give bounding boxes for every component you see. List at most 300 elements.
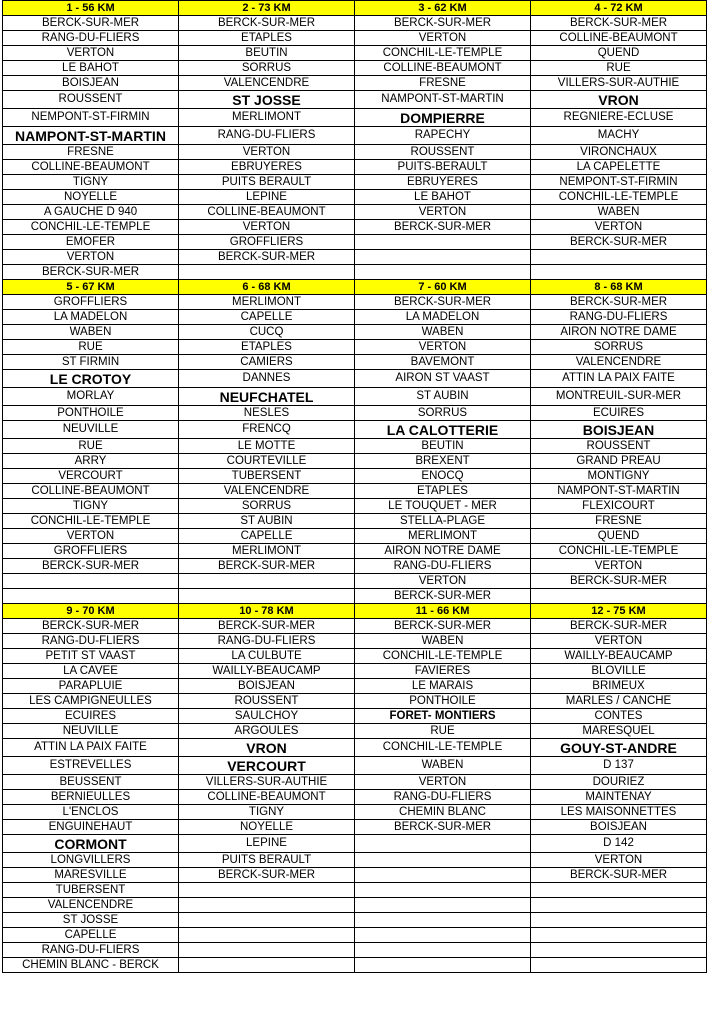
table-row: [3, 868, 707, 883]
waypoint-cell: GROFFLIERS: [3, 544, 179, 559]
waypoint-cell: ROUSSENT: [355, 145, 531, 160]
waypoint-cell: VERTON: [179, 145, 355, 160]
waypoint-cell: WABEN: [355, 634, 531, 649]
waypoint-cell: PONTHOILE: [355, 694, 531, 709]
table-row: [3, 589, 707, 604]
table-row: [3, 250, 707, 265]
waypoint-cell: BERCK-SUR-MER: [355, 295, 531, 310]
table-row: [3, 883, 707, 898]
waypoint-cell: LE BAHOT: [355, 190, 531, 205]
waypoint-cell: L'ENCLOS: [3, 805, 179, 820]
waypoint-cell: BERCK-SUR-MER: [531, 574, 707, 589]
table-row: [3, 619, 707, 634]
waypoint-cell: BREXENT: [355, 454, 531, 469]
waypoint-cell: [355, 835, 531, 853]
waypoint-cell: LEPINE: [179, 835, 355, 853]
waypoint-cell: NEUFCHATEL: [179, 388, 355, 406]
waypoint-cell: LA CALOTTERIE: [355, 421, 531, 439]
waypoint-cell: VERTON: [531, 559, 707, 574]
waypoint-cell: RUE: [3, 439, 179, 454]
waypoint-cell: ROUSSENT: [531, 439, 707, 454]
waypoint-cell: LES MAISONNETTES: [531, 805, 707, 820]
waypoint-cell: [179, 958, 355, 973]
waypoint-cell: ST JOSSE: [179, 91, 355, 109]
waypoint-cell: AIRON NOTRE DAME: [355, 544, 531, 559]
waypoint-cell: [531, 265, 707, 280]
waypoint-cell: VERTON: [355, 574, 531, 589]
waypoint-cell: [531, 898, 707, 913]
waypoint-cell: TUBERSENT: [179, 469, 355, 484]
waypoint-cell: RUE: [3, 340, 179, 355]
waypoint-cell: NEUVILLE: [3, 421, 179, 439]
waypoint-cell: CONCHIL-LE-TEMPLE: [355, 649, 531, 664]
circuit-header-row: [3, 1, 707, 16]
waypoint-cell: PETIT ST VAAST: [3, 649, 179, 664]
waypoint-cell: [531, 250, 707, 265]
table-row: [3, 355, 707, 370]
waypoint-cell: BOISJEAN: [3, 76, 179, 91]
waypoint-cell: GROFFLIERS: [3, 295, 179, 310]
waypoint-cell: LEPINE: [179, 190, 355, 205]
waypoint-cell: ATTIN LA PAIX FAITE: [531, 370, 707, 388]
waypoint-cell: RANG-DU-FLIERS: [355, 559, 531, 574]
table-row: [3, 574, 707, 589]
waypoint-cell: [179, 589, 355, 604]
waypoint-cell: CONCHIL-LE-TEMPLE: [355, 46, 531, 61]
waypoint-cell: RANG-DU-FLIERS: [179, 634, 355, 649]
waypoint-cell: VERTON: [355, 340, 531, 355]
waypoint-cell: [355, 868, 531, 883]
table-row: [3, 310, 707, 325]
waypoint-cell: BERCK-SUR-MER: [355, 16, 531, 31]
waypoint-cell: DOMPIERRE: [355, 109, 531, 127]
waypoint-cell: ESTREVELLES: [3, 757, 179, 775]
waypoint-cell: ATTIN LA PAIX FAITE: [3, 739, 179, 757]
waypoint-cell: VALENCENDRE: [179, 76, 355, 91]
circuits-table-body: [3, 1, 707, 973]
waypoint-cell: BERCK-SUR-MER: [355, 619, 531, 634]
waypoint-cell: CHEMIN BLANC - BERCK: [3, 958, 179, 973]
table-row: [3, 91, 707, 109]
waypoint-cell: NEMPONT-ST-FIRMIN: [3, 109, 179, 127]
waypoint-cell: SORRUS: [531, 340, 707, 355]
waypoint-cell: VRON: [179, 739, 355, 757]
waypoint-cell: [531, 943, 707, 958]
circuit-header: 5 - 67 KM: [3, 280, 179, 295]
waypoint-cell: BERCK-SUR-MER: [531, 868, 707, 883]
circuit-header: 11 - 66 KM: [355, 604, 531, 619]
waypoint-cell: CAPELLE: [179, 310, 355, 325]
waypoint-cell: RAPECHY: [355, 127, 531, 145]
waypoint-cell: BRIMEUX: [531, 679, 707, 694]
waypoint-cell: RUE: [531, 61, 707, 76]
waypoint-cell: LE MARAIS: [355, 679, 531, 694]
table-row: [3, 325, 707, 340]
table-row: [3, 220, 707, 235]
waypoint-cell: ETAPLES: [179, 340, 355, 355]
waypoint-cell: FLEXICOURT: [531, 499, 707, 514]
waypoint-cell: [531, 883, 707, 898]
waypoint-cell: BERCK-SUR-MER: [531, 619, 707, 634]
waypoint-cell: CONCHIL-LE-TEMPLE: [531, 190, 707, 205]
waypoint-cell: CAPELLE: [179, 529, 355, 544]
waypoint-cell: [531, 958, 707, 973]
waypoint-cell: COLLINE-BEAUMONT: [531, 31, 707, 46]
table-row: [3, 757, 707, 775]
table-row: [3, 439, 707, 454]
table-row: [3, 514, 707, 529]
table-row: [3, 127, 707, 145]
waypoint-cell: WABEN: [355, 325, 531, 340]
waypoint-cell: VERTON: [355, 205, 531, 220]
waypoint-cell: [355, 853, 531, 868]
waypoint-cell: BERCK-SUR-MER: [3, 559, 179, 574]
waypoint-cell: LA MADELON: [355, 310, 531, 325]
waypoint-cell: EBRUYERES: [179, 160, 355, 175]
table-row: [3, 835, 707, 853]
table-row: [3, 340, 707, 355]
waypoint-cell: LES CAMPIGNEULLES: [3, 694, 179, 709]
waypoint-cell: MORLAY: [3, 388, 179, 406]
table-row: [3, 190, 707, 205]
waypoint-cell: TIGNY: [3, 499, 179, 514]
waypoint-cell: [179, 265, 355, 280]
waypoint-cell: BERCK-SUR-MER: [531, 295, 707, 310]
waypoint-cell: BLOVILLE: [531, 664, 707, 679]
waypoint-cell: ETAPLES: [179, 31, 355, 46]
table-row: [3, 31, 707, 46]
waypoint-cell: VERTON: [3, 46, 179, 61]
waypoint-cell: FORET- MONTIERS: [355, 709, 531, 724]
waypoint-cell: WAILLY-BEAUCAMP: [531, 649, 707, 664]
waypoint-cell: EMOFER: [3, 235, 179, 250]
waypoint-cell: DANNES: [179, 370, 355, 388]
waypoint-cell: COLLINE-BEAUMONT: [355, 61, 531, 76]
table-row: [3, 175, 707, 190]
table-row: [3, 109, 707, 127]
circuit-header: 10 - 78 KM: [179, 604, 355, 619]
circuit-header-row: [3, 604, 707, 619]
waypoint-cell: RANG-DU-FLIERS: [3, 31, 179, 46]
waypoint-cell: BERCK-SUR-MER: [531, 235, 707, 250]
waypoint-cell: CAMIERS: [179, 355, 355, 370]
waypoint-cell: COURTEVILLE: [179, 454, 355, 469]
waypoint-cell: BAVEMONT: [355, 355, 531, 370]
table-row: [3, 145, 707, 160]
waypoint-cell: VALENCENDRE: [531, 355, 707, 370]
waypoint-cell: NAMPONT-ST-MARTIN: [3, 127, 179, 145]
waypoint-cell: PUITS BERAULT: [179, 853, 355, 868]
table-row: [3, 421, 707, 439]
waypoint-cell: RANG-DU-FLIERS: [531, 310, 707, 325]
table-row: [3, 76, 707, 91]
waypoint-cell: VALENCENDRE: [3, 898, 179, 913]
waypoint-cell: [531, 913, 707, 928]
waypoint-cell: TIGNY: [179, 805, 355, 820]
waypoint-cell: RANG-DU-FLIERS: [3, 943, 179, 958]
waypoint-cell: BERCK-SUR-MER: [179, 16, 355, 31]
waypoint-cell: VALENCENDRE: [179, 484, 355, 499]
waypoint-cell: BEUTIN: [179, 46, 355, 61]
table-row: [3, 694, 707, 709]
circuit-header: 7 - 60 KM: [355, 280, 531, 295]
table-row: [3, 406, 707, 421]
waypoint-cell: [531, 928, 707, 943]
waypoint-cell: BERCK-SUR-MER: [179, 619, 355, 634]
table-row: [3, 709, 707, 724]
table-row: [3, 235, 707, 250]
waypoint-cell: BERCK-SUR-MER: [179, 868, 355, 883]
waypoint-cell: NEUVILLE: [3, 724, 179, 739]
waypoint-cell: SORRUS: [179, 499, 355, 514]
waypoint-cell: ETAPLES: [355, 484, 531, 499]
waypoint-cell: BOISJEAN: [531, 421, 707, 439]
waypoint-cell: MERLIMONT: [179, 109, 355, 127]
waypoint-cell: VERTON: [3, 529, 179, 544]
waypoint-cell: VIRONCHAUX: [531, 145, 707, 160]
waypoint-cell: CUCQ: [179, 325, 355, 340]
waypoint-cell: ARGOULES: [179, 724, 355, 739]
waypoint-cell: FAVIERES: [355, 664, 531, 679]
waypoint-cell: VERTON: [531, 634, 707, 649]
waypoint-cell: VERCOURT: [3, 469, 179, 484]
waypoint-cell: LE CROTOY: [3, 370, 179, 388]
waypoint-cell: D 142: [531, 835, 707, 853]
table-row: [3, 370, 707, 388]
table-row: [3, 853, 707, 868]
waypoint-cell: [179, 574, 355, 589]
waypoint-cell: SORRUS: [179, 61, 355, 76]
circuits-table: [2, 0, 707, 973]
waypoint-cell: PUITS BERAULT: [179, 175, 355, 190]
waypoint-cell: BERCK-SUR-MER: [3, 265, 179, 280]
waypoint-cell: [355, 958, 531, 973]
table-row: [3, 739, 707, 757]
table-row: [3, 928, 707, 943]
waypoint-cell: RANG-DU-FLIERS: [3, 634, 179, 649]
waypoint-cell: TIGNY: [3, 175, 179, 190]
circuit-header-row: [3, 280, 707, 295]
waypoint-cell: ECUIRES: [531, 406, 707, 421]
waypoint-cell: VERTON: [179, 220, 355, 235]
waypoint-cell: LONGVILLERS: [3, 853, 179, 868]
waypoint-cell: CONTES: [531, 709, 707, 724]
waypoint-cell: QUEND: [531, 529, 707, 544]
waypoint-cell: WABEN: [531, 205, 707, 220]
circuit-header: 4 - 72 KM: [531, 1, 707, 16]
waypoint-cell: MARESVILLE: [3, 868, 179, 883]
circuit-header: 1 - 56 KM: [3, 1, 179, 16]
waypoint-cell: [355, 883, 531, 898]
waypoint-cell: EBRUYERES: [355, 175, 531, 190]
waypoint-cell: BERCK-SUR-MER: [355, 589, 531, 604]
waypoint-cell: FRENCQ: [179, 421, 355, 439]
waypoint-cell: WABEN: [355, 757, 531, 775]
waypoint-cell: MARESQUEL: [531, 724, 707, 739]
waypoint-cell: FRESNE: [531, 514, 707, 529]
table-row: [3, 679, 707, 694]
waypoint-cell: [3, 574, 179, 589]
waypoint-cell: CAPELLE: [3, 928, 179, 943]
circuit-header: 6 - 68 KM: [179, 280, 355, 295]
waypoint-cell: MERLIMONT: [355, 529, 531, 544]
waypoint-cell: VERTON: [531, 853, 707, 868]
table-row: [3, 958, 707, 973]
waypoint-cell: CORMONT: [3, 835, 179, 853]
waypoint-cell: PARAPLUIE: [3, 679, 179, 694]
table-row: [3, 265, 707, 280]
waypoint-cell: BERCK-SUR-MER: [355, 220, 531, 235]
waypoint-cell: WAILLY-BEAUCAMP: [179, 664, 355, 679]
waypoint-cell: MONTIGNY: [531, 469, 707, 484]
waypoint-cell: DOURIEZ: [531, 775, 707, 790]
waypoint-cell: [355, 265, 531, 280]
waypoint-cell: LA CULBUTE: [179, 649, 355, 664]
waypoint-cell: CONCHIL-LE-TEMPLE: [355, 739, 531, 757]
waypoint-cell: PONTHOILE: [3, 406, 179, 421]
waypoint-cell: SORRUS: [355, 406, 531, 421]
waypoint-cell: GOUY-ST-ANDRE: [531, 739, 707, 757]
waypoint-cell: VRON: [531, 91, 707, 109]
waypoint-cell: RANG-DU-FLIERS: [179, 127, 355, 145]
table-row: [3, 943, 707, 958]
waypoint-cell: NEMPONT-ST-FIRMIN: [531, 175, 707, 190]
table-row: [3, 649, 707, 664]
waypoint-cell: QUEND: [531, 46, 707, 61]
waypoint-cell: LA MADELON: [3, 310, 179, 325]
waypoint-cell: SAULCHOY: [179, 709, 355, 724]
waypoint-cell: GRAND PREAU: [531, 454, 707, 469]
waypoint-cell: VERTON: [3, 250, 179, 265]
circuit-header: 12 - 75 KM: [531, 604, 707, 619]
waypoint-cell: ARRY: [3, 454, 179, 469]
waypoint-cell: ENOCQ: [355, 469, 531, 484]
table-row: [3, 544, 707, 559]
waypoint-cell: A GAUCHE D 940: [3, 205, 179, 220]
waypoint-cell: BEUSSENT: [3, 775, 179, 790]
table-row: [3, 913, 707, 928]
waypoint-cell: ST JOSSE: [3, 913, 179, 928]
waypoint-cell: CONCHIL-LE-TEMPLE: [531, 544, 707, 559]
waypoint-cell: BERCK-SUR-MER: [3, 619, 179, 634]
waypoint-cell: AIRON NOTRE DAME: [531, 325, 707, 340]
table-row: [3, 295, 707, 310]
table-row: [3, 16, 707, 31]
waypoint-cell: MERLIMONT: [179, 295, 355, 310]
waypoint-cell: COLLINE-BEAUMONT: [3, 160, 179, 175]
waypoint-cell: [179, 913, 355, 928]
waypoint-cell: RUE: [355, 724, 531, 739]
circuit-header: 2 - 73 KM: [179, 1, 355, 16]
waypoint-cell: COLLINE-BEAUMONT: [3, 484, 179, 499]
waypoint-cell: ST AUBIN: [179, 514, 355, 529]
waypoint-cell: VERCOURT: [179, 757, 355, 775]
circuit-header: 8 - 68 KM: [531, 280, 707, 295]
waypoint-cell: CONCHIL-LE-TEMPLE: [3, 514, 179, 529]
table-row: [3, 529, 707, 544]
waypoint-cell: [355, 250, 531, 265]
table-row: [3, 160, 707, 175]
waypoint-cell: COLLINE-BEAUMONT: [179, 790, 355, 805]
table-row: [3, 205, 707, 220]
waypoint-cell: ST AUBIN: [355, 388, 531, 406]
waypoint-cell: WABEN: [3, 325, 179, 340]
table-row: [3, 454, 707, 469]
waypoint-cell: NOYELLE: [179, 820, 355, 835]
waypoint-cell: BOISJEAN: [179, 679, 355, 694]
table-row: [3, 820, 707, 835]
waypoint-cell: ENGUINEHAUT: [3, 820, 179, 835]
table-row: [3, 388, 707, 406]
waypoint-cell: BERCK-SUR-MER: [531, 16, 707, 31]
waypoint-cell: BERNIEULLES: [3, 790, 179, 805]
waypoint-cell: [355, 235, 531, 250]
waypoint-cell: LA CAPELETTE: [531, 160, 707, 175]
waypoint-cell: LE TOUQUET - MER: [355, 499, 531, 514]
waypoint-cell: FRESNE: [355, 76, 531, 91]
waypoint-cell: BERCK-SUR-MER: [3, 16, 179, 31]
waypoint-cell: MARLES / CANCHE: [531, 694, 707, 709]
waypoint-cell: TUBERSENT: [3, 883, 179, 898]
waypoint-cell: VERTON: [355, 31, 531, 46]
waypoint-cell: [355, 943, 531, 958]
waypoint-cell: ST FIRMIN: [3, 355, 179, 370]
table-row: [3, 898, 707, 913]
waypoint-cell: GROFFLIERS: [179, 235, 355, 250]
waypoint-cell: BOISJEAN: [531, 820, 707, 835]
waypoint-cell: BEUTIN: [355, 439, 531, 454]
waypoint-cell: [531, 589, 707, 604]
table-row: [3, 724, 707, 739]
waypoint-cell: LE MOTTE: [179, 439, 355, 454]
waypoint-cell: [355, 928, 531, 943]
table-row: [3, 790, 707, 805]
waypoint-cell: BERCK-SUR-MER: [179, 559, 355, 574]
waypoint-cell: LE BAHOT: [3, 61, 179, 76]
waypoint-cell: BERCK-SUR-MER: [179, 250, 355, 265]
table-row: [3, 559, 707, 574]
waypoint-cell: [179, 883, 355, 898]
table-row: [3, 664, 707, 679]
waypoint-cell: VILLERS-SUR-AUTHIE: [531, 76, 707, 91]
waypoint-cell: AIRON ST VAAST: [355, 370, 531, 388]
table-row: [3, 634, 707, 649]
waypoint-cell: STELLA-PLAGE: [355, 514, 531, 529]
table-row: [3, 61, 707, 76]
waypoint-cell: MONTREUIL-SUR-MER: [531, 388, 707, 406]
waypoint-cell: BERCK-SUR-MER: [355, 820, 531, 835]
waypoint-cell: CONCHIL-LE-TEMPLE: [3, 220, 179, 235]
table-row: [3, 805, 707, 820]
waypoint-cell: [179, 943, 355, 958]
waypoint-cell: NAMPONT-ST-MARTIN: [355, 91, 531, 109]
waypoint-cell: ROUSSENT: [3, 91, 179, 109]
waypoint-cell: [355, 913, 531, 928]
waypoint-cell: NESLES: [179, 406, 355, 421]
waypoint-cell: MERLIMONT: [179, 544, 355, 559]
waypoint-cell: [179, 898, 355, 913]
waypoint-cell: NOYELLE: [3, 190, 179, 205]
table-row: [3, 469, 707, 484]
waypoint-cell: ROUSSENT: [179, 694, 355, 709]
waypoint-cell: LA CAVEE: [3, 664, 179, 679]
circuit-header: 9 - 70 KM: [3, 604, 179, 619]
waypoint-cell: ECUIRES: [3, 709, 179, 724]
circuit-header: 3 - 62 KM: [355, 1, 531, 16]
waypoint-cell: [355, 898, 531, 913]
waypoint-cell: VILLERS-SUR-AUTHIE: [179, 775, 355, 790]
waypoint-cell: D 137: [531, 757, 707, 775]
